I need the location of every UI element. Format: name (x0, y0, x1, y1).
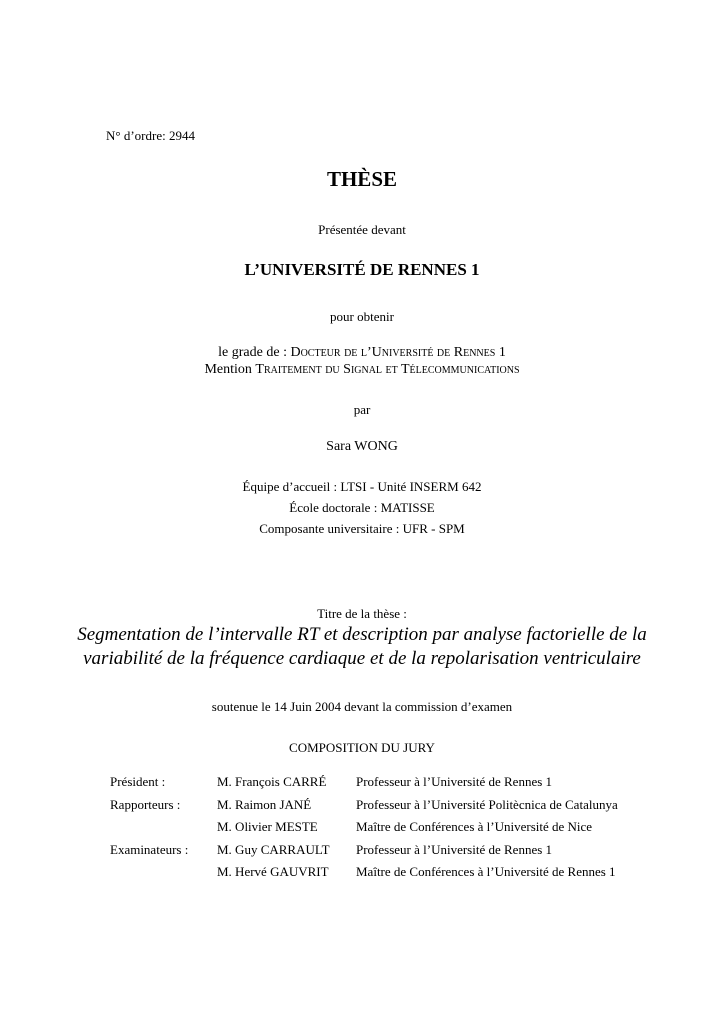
degree-line (0, 345, 724, 361)
jury-name: M. Olivier MESTE (217, 819, 318, 834)
thesis-title-line-1: Segmentation de l’intervalle RT et description par analyse factorielle de la (77, 624, 647, 645)
order-number: N° d’ordre: 2944 (106, 128, 195, 143)
jury-position: Professeur à l’Université Politècnica de Catalunya (356, 796, 618, 812)
jury-name: M. Guy CARRAULT (217, 841, 330, 857)
thesis-title (0, 623, 724, 671)
to-obtain: pour obtenir (330, 309, 394, 324)
jury-name: M. Raimon JANÉ (217, 796, 312, 812)
affiliation-component: Composante universitaire : UFR - SPM (259, 521, 465, 536)
jury-name: M. Hervé GAUVRIT (217, 864, 329, 879)
mention-value: Traitement du Signal et Télecommunications (255, 362, 520, 377)
mention-line (0, 362, 724, 378)
jury-name: M. François CARRÉ (217, 774, 327, 789)
jury-role: Examinateurs : (110, 841, 189, 857)
jury-position: Professeur à l’Université de Rennes 1 (356, 841, 553, 857)
university-name: L’UNIVERSITÉ DE RENNES 1 (244, 260, 480, 279)
thesis-title-line-2: variabilité de la fréquence cardiaque et de la repolarisation ventriculaire (83, 648, 641, 669)
author-name: Sara WONG (326, 439, 398, 454)
affiliation-doctoral-school: École doctorale : MATISSE (289, 500, 435, 515)
by-label: par (353, 402, 371, 417)
jury-role: Président : (110, 774, 166, 789)
jury-position: Maître de Conférences à l’Université de Nice (356, 819, 593, 834)
defense-statement: soutenue le 14 Juin 2004 devant la commission d’examen (211, 699, 513, 714)
degree-prefix: le grade de : (218, 345, 291, 360)
thesis-title-label: Titre de la thèse : (317, 606, 407, 621)
jury-position: Maître de Conférences à l’Université de Rennes 1 (356, 864, 616, 879)
jury-heading: COMPOSITION DU JURY (289, 740, 435, 755)
presented-before: Présentée devant (318, 222, 406, 237)
degree-value: Docteur de l’Université de Rennes 1 (290, 345, 506, 360)
document-title: THÈSE (326, 167, 398, 191)
jury-position: Professeur à l’Université de Rennes 1 (356, 774, 553, 789)
jury-role: Rapporteurs : (110, 796, 181, 812)
affiliation-team: Équipe d’accueil : LTSI - Unité INSERM 642 (242, 479, 482, 494)
mention-prefix: Mention (204, 362, 256, 377)
